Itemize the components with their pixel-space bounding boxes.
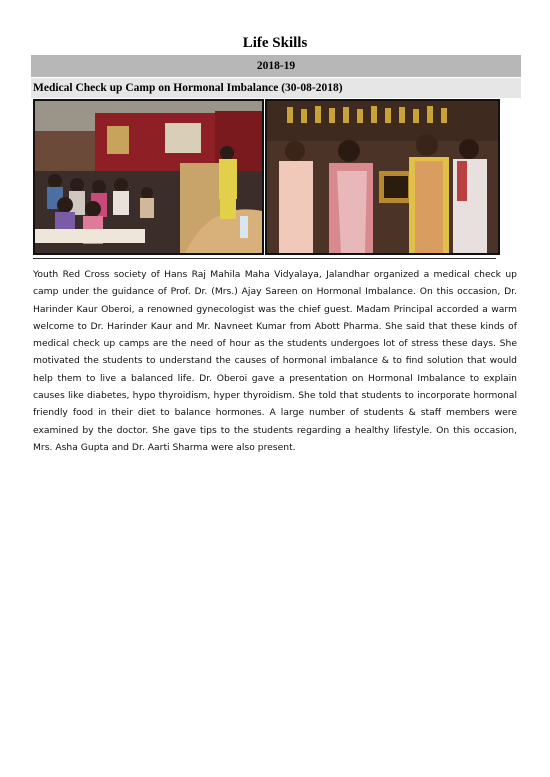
event-heading: Medical Check up Camp on Hormonal Imbalance (30-08-2018) [33,82,343,94]
divider [33,258,496,259]
event-heading-bar [31,78,521,98]
page-title: Life Skills [242,35,308,51]
year-banner: 2018-19 [31,55,521,77]
article-body: Youth Red Cross society of Hans Raj Mahila Maha Vidyalaya, Jalandhar organized a medical check up camp under the guidance of Prof. Dr. (Mrs.) Ajay Sareen on Hormonal Imbalance. On this occasion, Dr. Harinder Kaur Oberoi, a renowned gynecologist was the chief guest. Madam Principal accorded a warm welcome to Dr. Harinder Kaur and Mr. Navneet Kumar from Abott Pharma. She said that these kinds of medical check up camps are the need of hour as the students undergoes lot of stress these days. She motivated the students to understand the causes of hormonal imbalance & to find solution that would help them to live a balanced life. Dr. Oberoi gave a presentation on Hormonal Imbalance to explain causes like diabetes, hypo thyroidism, hyper thyroidism. She told that students to incorporate hormonal friendly food in their diet to balance hormones. A large number of students & staff members were examined by the doctor. She gave tips to the students regarding a healthy lifestyle. On this occasion, Mrs. Asha Gupta and Dr. Aarti Sharma were also present. [33,269,517,453]
photo-audience [33,99,264,255]
photo-award-presentation [265,99,500,255]
